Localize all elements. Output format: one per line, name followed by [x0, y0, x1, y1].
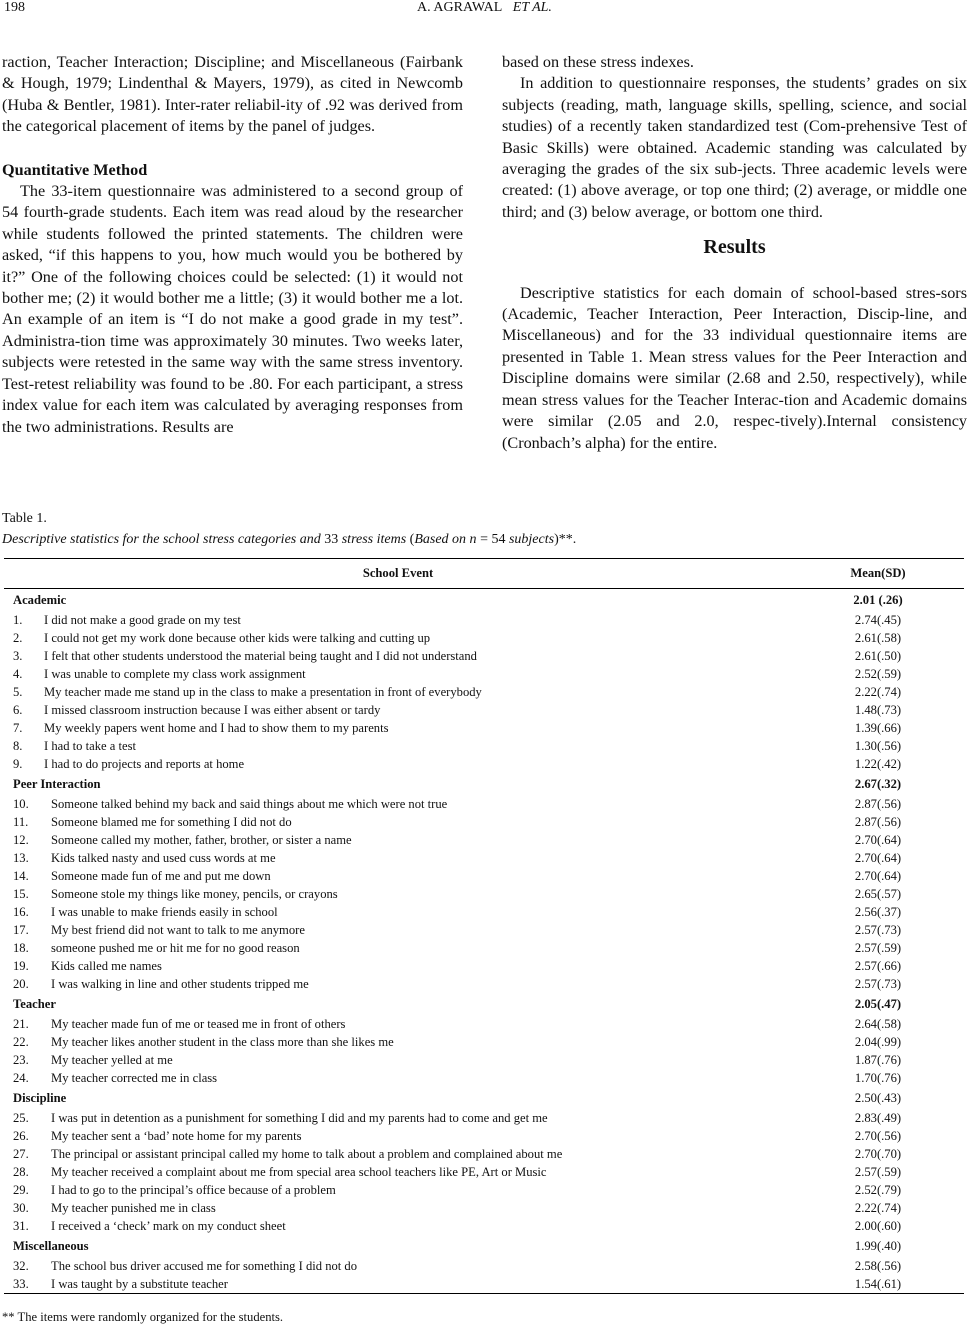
event-cell	[4, 1181, 792, 1199]
item-label: I had to do projects and reports at home	[44, 757, 245, 771]
item-label: I was taught by a substitute teacher	[51, 1277, 228, 1291]
item-label: My weekly papers went home and I had to show them to my parents	[44, 721, 389, 735]
mean-sd-cell: 1.48(.73)	[854, 703, 902, 717]
table-row	[4, 647, 964, 665]
item-label: I had to go to the principal’s office because of a problem	[51, 1183, 336, 1197]
table-label: Table 1.	[2, 511, 47, 526]
table-row	[4, 1051, 964, 1069]
mean-sd-cell: 2.87(.56)	[854, 815, 902, 829]
mean-sd-cell: 1.87(.76)	[854, 1053, 902, 1067]
mean-sd-cell: 2.65(.57)	[854, 887, 902, 901]
table-row	[4, 701, 964, 719]
item-number: 29.	[13, 1183, 29, 1197]
mean-sd-cell: 1.70(.76)	[854, 1071, 902, 1085]
mean-sd-cell: 2.52(.79)	[854, 1183, 902, 1197]
event-cell	[4, 1109, 792, 1127]
table-row	[4, 1069, 964, 1087]
item-number: 33.	[13, 1277, 29, 1291]
mean-sd-cell: 2.64(.58)	[854, 1017, 902, 1031]
item-number: 4.	[13, 667, 23, 681]
category-row	[4, 589, 964, 612]
event-cell	[4, 1199, 792, 1217]
results-heading: Results	[703, 236, 766, 259]
mean-sd-cell: 2.52(.59)	[854, 667, 902, 681]
mean-sd-cell: 2.56(.37)	[854, 905, 902, 919]
event-cell	[4, 1163, 792, 1181]
item-number: 8.	[13, 739, 23, 753]
mean-sd-cell: 2.70(.64)	[854, 833, 902, 847]
item-label: I had to take a test	[44, 739, 136, 753]
item-number: 17.	[13, 923, 29, 937]
mean-sd-cell: 2.87(.56)	[854, 797, 902, 811]
table-caption	[2, 508, 576, 550]
item-number: 7.	[13, 721, 23, 735]
event-cell	[4, 611, 792, 629]
item-label: I was put in detention as a punishment for something I did and my parents had to come and get me	[51, 1111, 548, 1125]
item-number: 28.	[13, 1165, 29, 1179]
event-cell	[4, 939, 792, 957]
mean-sd-cell: 2.58(.56)	[854, 1259, 902, 1273]
mean-sd-cell: 2.61(.50)	[854, 649, 902, 663]
event-cell	[4, 683, 792, 701]
mean-sd-cell: 1.54(.61)	[792, 1275, 964, 1294]
item-label: Kids called me names	[51, 959, 162, 973]
mean-sd-cell: 2.74(.45)	[854, 613, 902, 627]
category-row	[4, 993, 964, 1015]
mean-sd-cell: 2.01 (.26)	[853, 593, 903, 607]
event-cell	[4, 701, 792, 719]
table-row	[4, 1033, 964, 1051]
table-row	[4, 1199, 964, 1217]
mean-sd-cell: 1.39(.66)	[854, 721, 902, 735]
event-cell	[4, 1015, 792, 1033]
item-number: 20.	[13, 977, 29, 991]
category-row	[4, 1087, 964, 1109]
event-cell	[4, 1051, 792, 1069]
item-label: I could not get my work done because other kids were talking and cutting up	[44, 631, 431, 645]
item-label: Kids talked nasty and used cuss words at me	[51, 851, 276, 865]
table-row	[4, 1217, 964, 1235]
mean-sd-cell: 2.83(.49)	[854, 1111, 902, 1125]
mean-sd-cell: 2.70(.64)	[854, 869, 902, 883]
item-number: 30.	[13, 1201, 29, 1215]
event-cell	[4, 1217, 792, 1235]
table-row	[4, 795, 964, 813]
category-row	[4, 1235, 964, 1257]
table-row	[4, 611, 964, 629]
item-label: I received a ‘check’ mark on my conduct sheet	[51, 1219, 286, 1233]
table-header-row	[4, 559, 964, 589]
category-label: Peer Interaction	[13, 777, 101, 791]
running-head-authors: A. AGRAWAL	[417, 0, 503, 15]
event-cell	[4, 813, 792, 831]
item-label: I missed classroom instruction because I was either absent or tardy	[44, 703, 381, 717]
mean-sd-cell: 2.70(.70)	[854, 1147, 902, 1161]
event-cell	[4, 885, 792, 903]
item-number: 31.	[13, 1219, 29, 1233]
item-label: My teacher yelled at me	[51, 1053, 173, 1067]
item-number: 11.	[13, 815, 29, 829]
item-label: The school bus driver accused me for something I did not do	[51, 1259, 358, 1273]
item-number: 13.	[13, 851, 29, 865]
table-row	[4, 1275, 964, 1294]
category-label: Discipline	[13, 1091, 67, 1105]
mean-sd-cell: 2.70(.56)	[854, 1129, 902, 1143]
event-cell	[4, 849, 792, 867]
table-footnote: ** The items were randomly organized for the students.	[2, 1310, 284, 1324]
item-label: The principal or assistant principal called my home to talk about a problem and complained about me	[51, 1147, 563, 1161]
item-number: 21.	[13, 1017, 29, 1031]
section-heading: Quantitative Method	[2, 160, 148, 179]
event-cell	[4, 795, 792, 813]
item-label: someone pushed me or hit me for no good reason	[51, 941, 300, 955]
running-head-etal: ET AL.	[512, 0, 552, 15]
mean-sd-cell: 2.57(.59)	[854, 941, 902, 955]
item-number: 18.	[13, 941, 29, 955]
item-label: I was walking in line and other students tripped me	[51, 977, 309, 991]
item-number: 14.	[13, 869, 29, 883]
item-number: 24.	[13, 1071, 29, 1085]
item-number: 3.	[13, 649, 23, 663]
mean-sd-cell: 1.99(.40)	[854, 1239, 902, 1253]
item-number: 27.	[13, 1147, 29, 1161]
item-label: My teacher likes another student in the class more than she likes me	[51, 1035, 394, 1049]
event-cell	[4, 1275, 792, 1294]
item-label: I did not make a good grade on my test	[44, 613, 241, 627]
column-header-event: School Event	[4, 559, 792, 589]
event-cell	[4, 1145, 792, 1163]
item-label: Someone called my mother, father, brother, or sister a name	[51, 833, 352, 847]
item-label: Someone talked behind my back and said things about me which were not true	[51, 797, 448, 811]
item-number: 5.	[13, 685, 23, 699]
table-row	[4, 849, 964, 867]
item-number: 23.	[13, 1053, 29, 1067]
category-label: Teacher	[13, 997, 56, 1011]
table-row	[4, 885, 964, 903]
event-cell	[4, 719, 792, 737]
table-row	[4, 1257, 964, 1275]
page-number: 198	[4, 0, 25, 15]
event-cell	[4, 755, 792, 773]
mean-sd-cell: 2.22(.74)	[854, 1201, 902, 1215]
event-cell	[4, 921, 792, 939]
table-row	[4, 755, 964, 773]
mean-sd-cell: 2.61(.58)	[854, 631, 902, 645]
table-body	[4, 589, 964, 1294]
left-column	[2, 52, 463, 438]
table-row	[4, 1145, 964, 1163]
item-label: My teacher received a complaint about me from special area school teachers like PE, Art or Music	[51, 1165, 547, 1179]
mean-sd-cell: 2.57(.66)	[854, 959, 902, 973]
event-cell	[4, 665, 792, 683]
event-cell	[4, 957, 792, 975]
event-cell	[4, 1033, 792, 1051]
table-row	[4, 1015, 964, 1033]
category-row	[4, 773, 964, 795]
item-label: I was unable to complete my class work assignment	[44, 667, 306, 681]
right-column	[502, 52, 967, 454]
running-head	[0, 0, 969, 16]
table-row	[4, 1181, 964, 1199]
item-label: Someone stole my things like money, pencils, or crayons	[51, 887, 338, 901]
table-row	[4, 831, 964, 849]
mean-sd-cell: 2.57(.73)	[854, 923, 902, 937]
table-row	[4, 939, 964, 957]
table-row	[4, 683, 964, 701]
item-number: 19.	[13, 959, 29, 973]
mean-sd-cell: 2.57(.73)	[854, 977, 902, 991]
item-label: My teacher punished me in class	[51, 1201, 216, 1215]
paragraph: raction, Teacher Interaction; Discipline; and Miscellaneous (Fairbank & Hough, 1979; Lindenthal & Mayers, 1979), as cited in Newcomb (Huba & Bentler, 1981). Inter-rater reliabil-ity of .92 was derived from the categorical placement of items by the panel of judges.	[2, 53, 463, 136]
item-number: 26.	[13, 1129, 29, 1143]
event-cell	[4, 647, 792, 665]
column-header-mean: Mean(SD)	[792, 559, 964, 589]
table-row	[4, 1109, 964, 1127]
event-cell	[4, 737, 792, 755]
item-number: 25.	[13, 1111, 29, 1125]
table-row	[4, 1163, 964, 1181]
table-row	[4, 921, 964, 939]
item-label: My best friend did not want to talk to me anymore	[51, 923, 305, 937]
table-title: Descriptive statistics for the school stress categories and 33 stress items (Based on n = 54 subjects)**.	[2, 532, 577, 547]
mean-sd-cell: 2.00(.60)	[854, 1219, 902, 1233]
paragraph: Descriptive statistics for each domain of school-based stres-sors (Academic, Teacher Interaction, Peer Interaction, Discip-line, and Miscellaneous) and for the 33 individual questionnaire items are presented in Table 1. Mean stress values for the Peer Interaction and Discipline domains were similar (2.68 and 2.50, respectively), while mean stress values for the Teacher Interac-tion and Academic domains were similar (2.05 and 2.0, respec-tively).Internal consistency (Cronbach’s alpha) for the entire.	[502, 283, 967, 452]
item-number: 32.	[13, 1259, 29, 1273]
table-row	[4, 903, 964, 921]
item-number: 16.	[13, 905, 29, 919]
event-cell	[4, 629, 792, 647]
item-number: 10.	[13, 797, 29, 811]
mean-sd-cell: 1.30(.56)	[854, 739, 902, 753]
item-number: 12.	[13, 833, 29, 847]
table-row	[4, 813, 964, 831]
item-number: 22.	[13, 1035, 29, 1049]
mean-sd-cell: 2.04(.99)	[854, 1035, 902, 1049]
mean-sd-cell: 2.22(.74)	[854, 685, 902, 699]
mean-sd-cell: 2.50(.43)	[854, 1091, 902, 1105]
event-cell	[4, 1257, 792, 1275]
item-label: Someone blamed me for something I did not do	[51, 815, 292, 829]
event-cell	[4, 867, 792, 885]
table-row	[4, 719, 964, 737]
mean-sd-cell: 2.70(.64)	[854, 851, 902, 865]
item-label: I felt that other students understood the material being taught and I did not understand	[44, 649, 477, 663]
item-label: Someone made fun of me and put me down	[51, 869, 271, 883]
table-row	[4, 1127, 964, 1145]
item-number: 15.	[13, 887, 29, 901]
mean-sd-cell: 2.67(.32)	[854, 777, 902, 791]
event-cell	[4, 903, 792, 921]
item-number: 9.	[13, 757, 23, 771]
table-row	[4, 975, 964, 993]
mean-sd-cell: 1.22(.42)	[854, 757, 902, 771]
running-header	[0, 0, 969, 22]
table-row	[4, 737, 964, 755]
paragraph: In addition to questionnaire responses, the students’ grades on six subjects (reading, math, language skills, spelling, science, and social studies) of a recently taken standardized test (Com-prehensive Test of Basic Skills) were obtained. Academic standing was calculated by averaging the grades of the six sub-jects. Three academic levels were created: (1) above average, or top one third; (2) average, or middle one third; and (3) below average, or bottom one third.	[502, 74, 967, 221]
event-cell	[4, 831, 792, 849]
item-number: 2.	[13, 631, 23, 645]
paragraph: The 33-item questionnaire was administered to a second group of 54 fourth-grade students. Each item was read aloud by the researcher while students followed the printed statements. The children were asked, “if this happens to you, how much would you be bothered by it?” One of the following choices could be selected: (1) it would not bother me; (2) it would bother me a little; (3) it would bother me a lot. An example of an item is “I do not make a good grade in my test”. Administra-tion time was approximately 30 minutes. Two weeks later, subjects were retested in the same way with the same stress inventory. Test-retest reliability was found to be .80. For each participant, a stress index value for each item was calculated by averaging responses from the two administrations. Results are	[2, 182, 463, 436]
table-row	[4, 665, 964, 683]
stress-table	[4, 558, 964, 1294]
event-cell	[4, 1127, 792, 1145]
item-label: My teacher sent a ‘bad’ note home for my parents	[51, 1129, 302, 1143]
category-label: Miscellaneous	[13, 1239, 89, 1253]
item-number: 1.	[13, 613, 23, 627]
event-cell	[4, 975, 792, 993]
mean-sd-cell: 2.57(.59)	[854, 1165, 902, 1179]
item-label: My teacher corrected me in class	[51, 1071, 218, 1085]
table-row	[4, 957, 964, 975]
mean-sd-cell: 2.05(.47)	[854, 997, 902, 1011]
item-label: I was unable to make friends easily in school	[51, 905, 278, 919]
item-label: My teacher made fun of me or teased me in front of others	[51, 1017, 346, 1031]
table-row	[4, 867, 964, 885]
table-row	[4, 629, 964, 647]
paragraph: based on these stress indexes.	[502, 53, 694, 71]
item-number: 6.	[13, 703, 23, 717]
category-label: Academic	[13, 593, 67, 607]
event-cell	[4, 1069, 792, 1087]
item-label: My teacher made me stand up in the class to make a presentation in front of everybody	[44, 685, 482, 699]
